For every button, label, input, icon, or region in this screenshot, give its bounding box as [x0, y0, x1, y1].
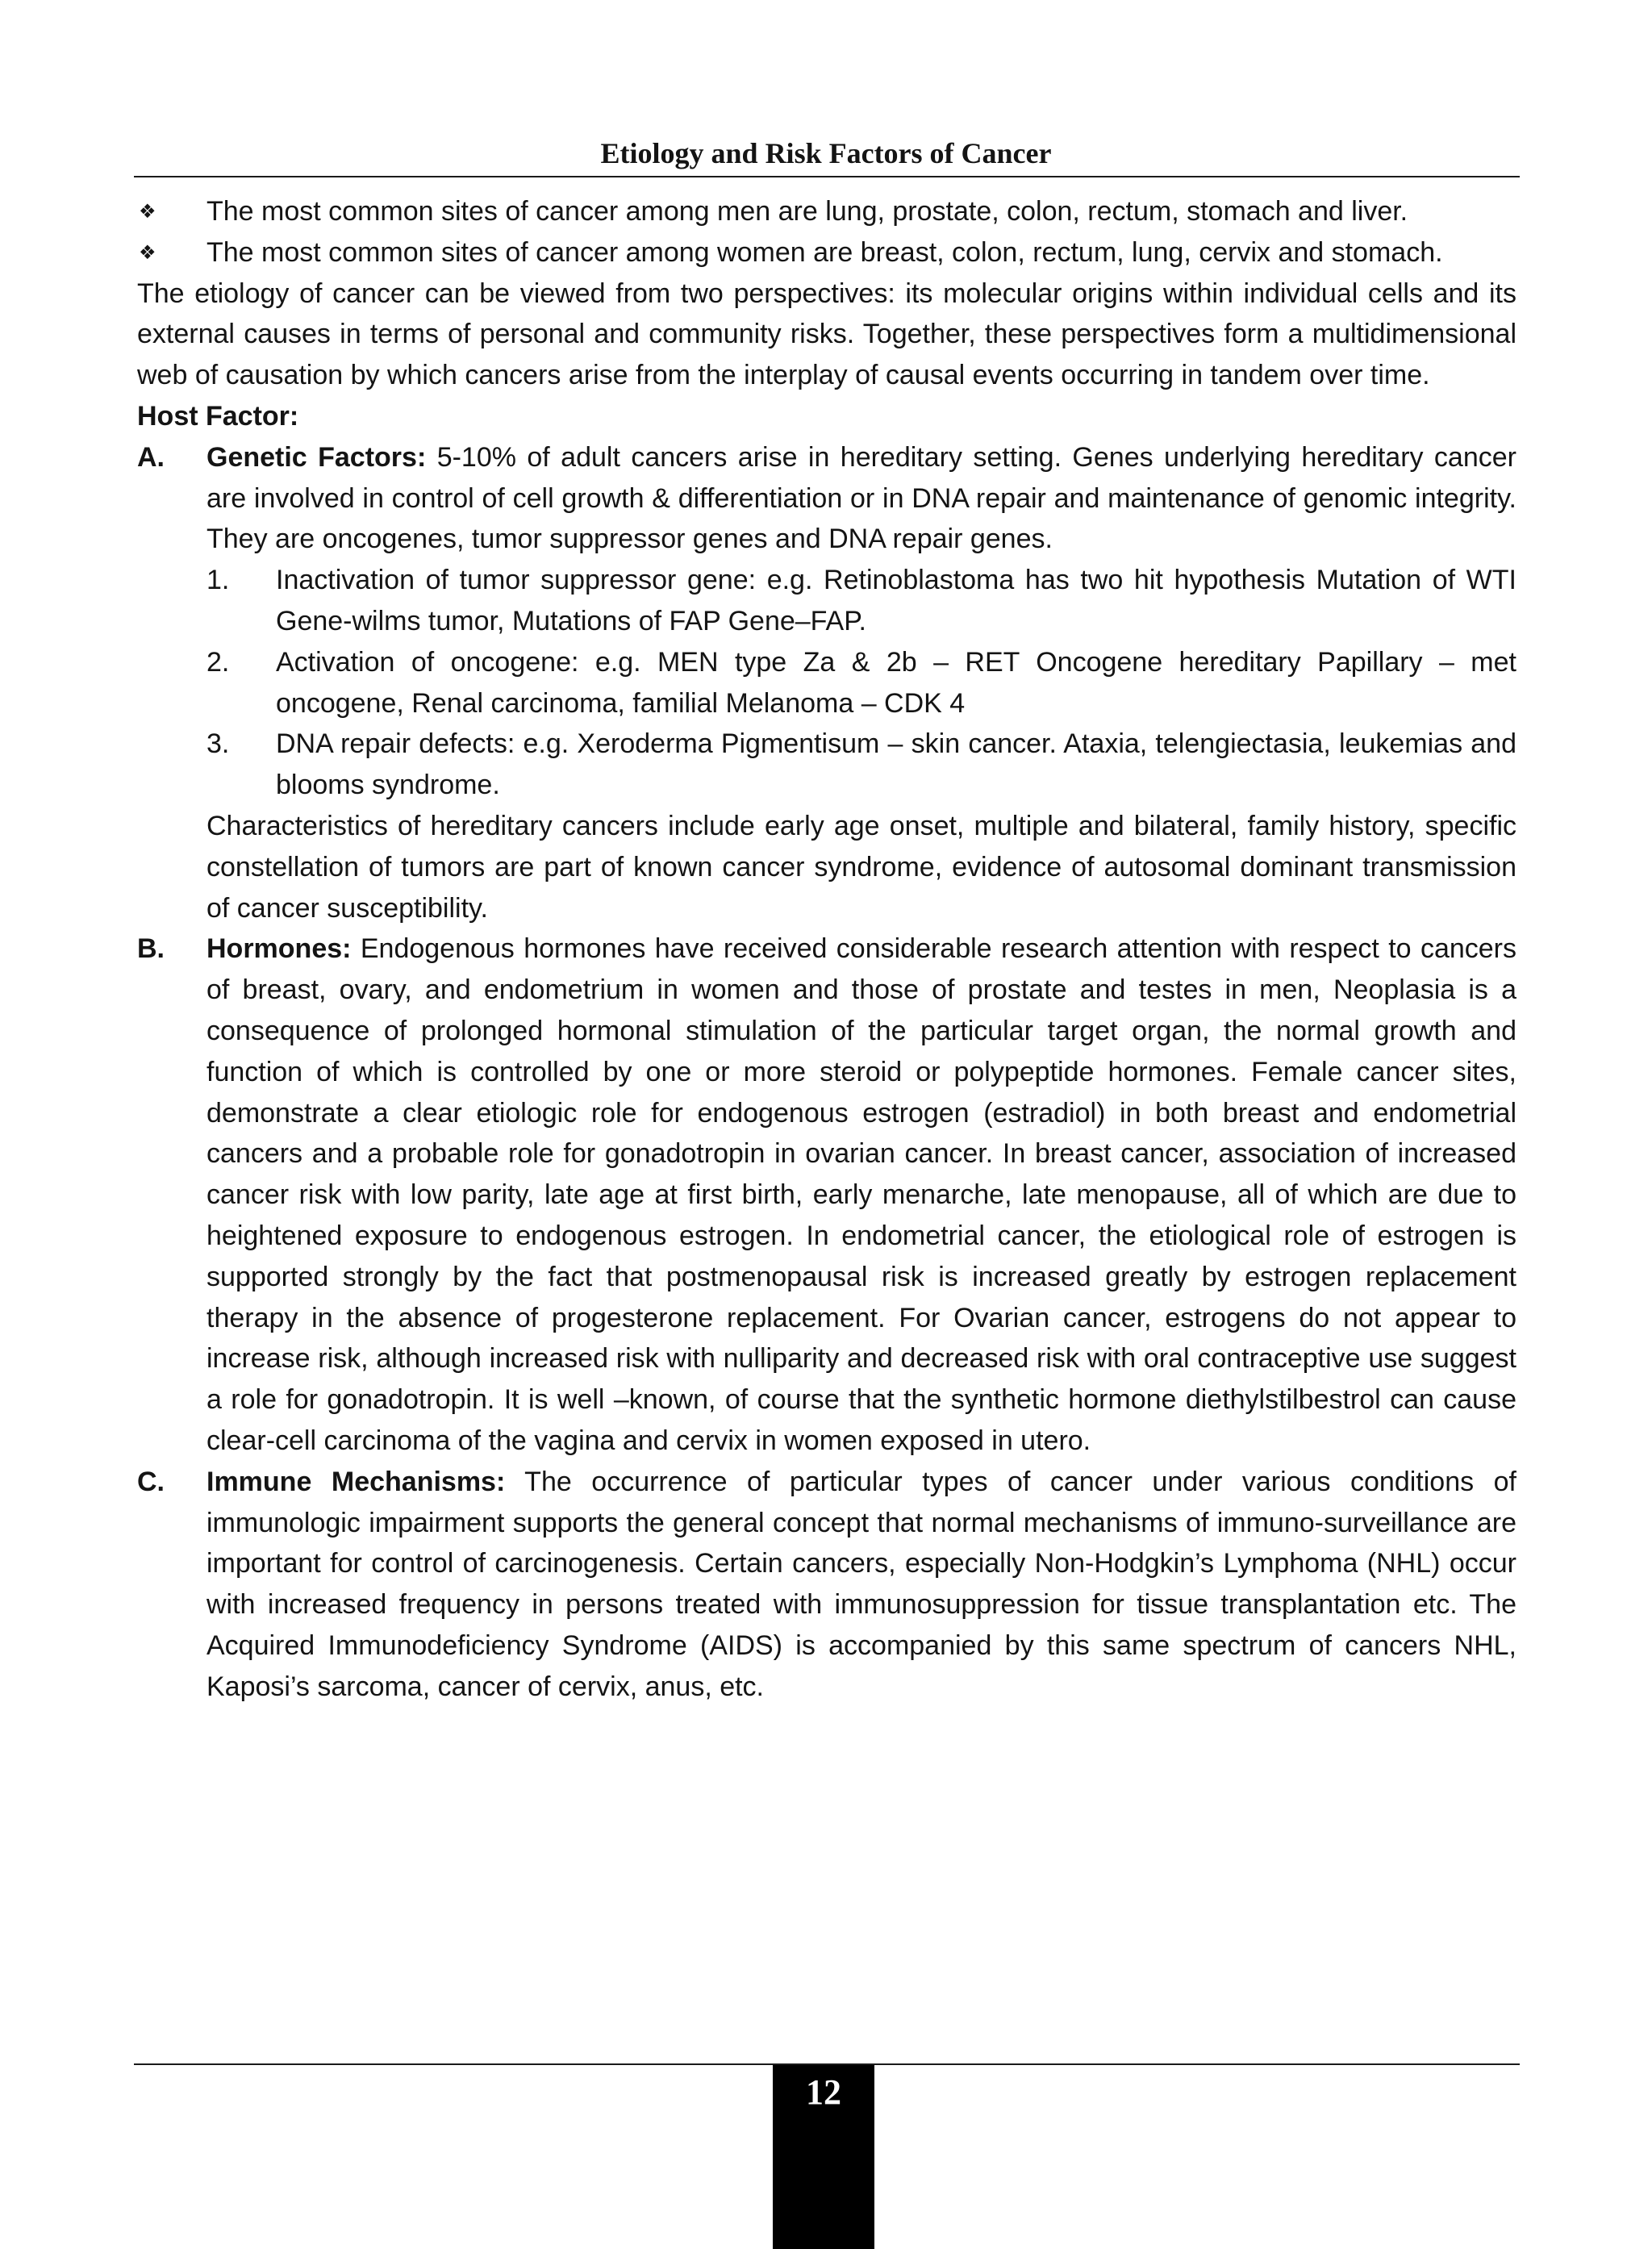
diamond-bullet-icon: ❖ — [139, 200, 156, 223]
running-header: Etiology and Risk Factors of Cancer — [600, 137, 1052, 169]
section-immune-mechanisms — [137, 1462, 1516, 1708]
section-text: The occurrence of particular types of cancer under various conditions of immunologic impairment supports the general concept that normal mechanisms of immuno-surveillance are important for control of carcinogenesis. Certain cancers, especially Non-Hodgkin’s Lymphoma (NHL) occur with increased frequency in persons treated with immunosuppression for tissue transplantation etc. The Acquired Immunodeficiency Syndrome (AIDS) is accompanied by this same spectrum of cancers NHL, Kaposi’s sarcoma, cancer of cervix, anus, etc. — [206, 1466, 1516, 1702]
section-genetic-factors — [137, 437, 1516, 929]
intro-paragraph: The etiology of cancer can be viewed from two perspectives: its molecular origins within individual cells and its external causes in terms of personal and community risks. Together, these perspectives form a multidimensional web of causation by which cancers arise from the interplay of causal events occurring in tandem over time. — [137, 277, 1516, 391]
bullet-text: The most common sites of cancer among men are lung, prostate, colon, rectum, stomach and liver. — [206, 196, 1408, 227]
list-item — [206, 642, 1516, 724]
page-number: 12 — [806, 2072, 841, 2112]
section-text: 5-10% of adult cancers arise in hereditary setting. Genes underlying hereditary cancer are involved in control of cell growth & differentiation or in DNA repair and maintenance of genomic integrity. They are oncogenes, tumor suppressor genes and DNA repair genes. — [206, 441, 1516, 555]
characteristics-paragraph: Characteristics of hereditary cancers include early age onset, multiple and bilateral, family history, specific constellation of tumors are part of known cancer syndrome, evidence of autosomal dominant transmission of cancer susceptibility. — [206, 810, 1516, 924]
section-letter: C. — [137, 1466, 165, 1497]
section-title: Hormones: — [206, 933, 352, 965]
bullet-item — [137, 191, 1516, 232]
list-text: DNA repair defects: e.g. Xeroderma Pigmentisum – skin cancer. Ataxia, telengiectasia, leukemias and blooms syndrome. — [276, 728, 1516, 801]
header-rule — [134, 176, 1520, 177]
list-number: 1. — [206, 565, 230, 596]
list-number: 3. — [206, 728, 230, 760]
bullet-item — [137, 232, 1516, 273]
section-title: Immune Mechanisms: — [206, 1466, 506, 1497]
section-letter: A. — [137, 441, 165, 473]
section-title: Genetic Factors: — [206, 441, 427, 473]
list-text: Activation of oncogene: e.g. MEN type Za & 2b – RET Oncogene hereditary Papillary – met oncogene, Renal carcinoma, familial Melanoma – CDK 4 — [276, 646, 1516, 719]
list-number: 2. — [206, 646, 230, 678]
diamond-bullet-icon: ❖ — [139, 240, 156, 264]
list-item — [206, 560, 1516, 642]
host-factor-heading: Host Factor: — [137, 400, 299, 432]
section-text: Endogenous hormones have received considerable research attention with respect to cancers of breast, ovary, and endometrium in women and those of prostate and testes in men, Neoplasia is a consequence of prolonged hormonal stimulation of the particular target organ, the normal growth and function of which is controlled by one or more steroid or polypeptide hormones. Female cancer sites, demonstrate a clear etiologic role for endogenous estrogen (estradiol) in both breast and endometrial cancers and a probable role for gonadotropin in ovarian cancer. In breast cancer, association of increased cancer risk with low parity, late age at first birth, early menarche, late menopause, all of which are due to heightened exposure to endogenous estrogen. In endometrial cancer, the etiological role of estrogen is supported strongly by the fact that postmenopausal risk is increased greatly by estrogen replacement therapy in the absence of progesterone replacement. For Ovarian cancer, estrogens do not appear to increase risk, although increased risk with nulliparity and decreased risk with oral contraceptive use suggest a role for gonadotropin. It is well –known, of course that the synthetic hormone diethylstilbestrol can cause clear-cell carcinoma of the vagina and cervix in women exposed in utero. — [206, 933, 1516, 1456]
section-hormones — [137, 928, 1516, 1461]
list-item — [206, 724, 1516, 806]
section-letter: B. — [137, 933, 165, 965]
list-text: Inactivation of tumor suppressor gene: e.g. Retinoblastoma has two hit hypothesis Mutation of WTI Gene-wilms tumor, Mutations of FAP Gene–FAP. — [276, 565, 1516, 636]
page-body — [137, 191, 1516, 1707]
bullet-text: The most common sites of cancer among women are breast, colon, rectum, lung, cervix and stomach. — [206, 236, 1443, 268]
